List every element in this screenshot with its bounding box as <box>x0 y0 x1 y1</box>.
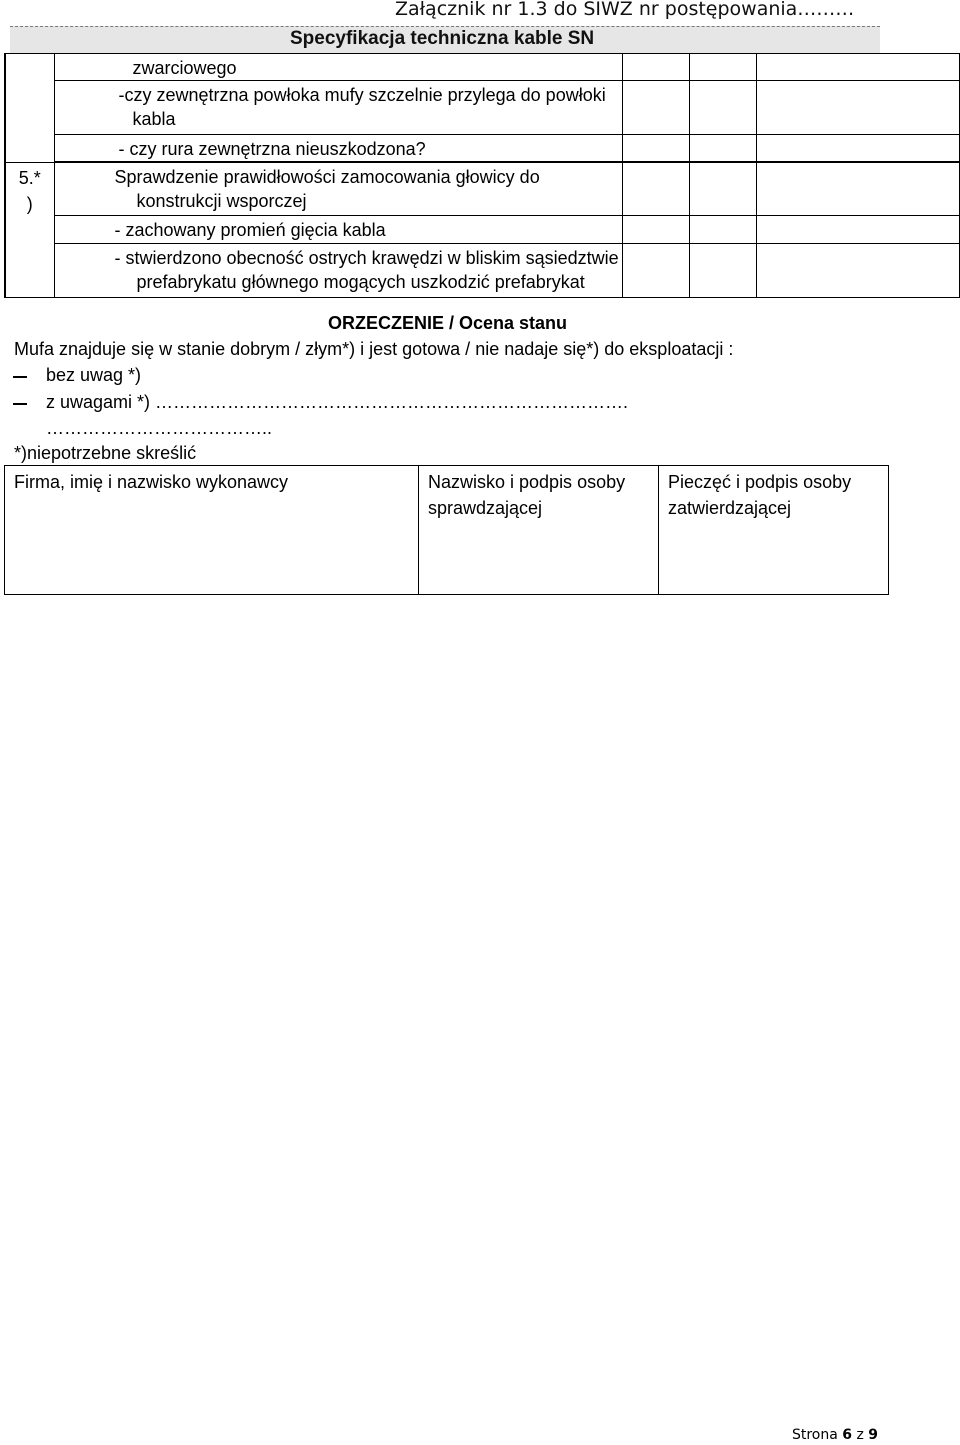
check-cell <box>54 244 622 298</box>
check-cell <box>54 54 622 81</box>
check-cell <box>54 216 622 244</box>
answer-cell[interactable] <box>622 244 689 298</box>
remarks-cell[interactable] <box>756 135 959 162</box>
page-sep: z <box>856 1427 864 1443</box>
spec-title-band <box>10 26 880 54</box>
check-text: zwarciowego <box>132 58 237 78</box>
check-text: - zachowany promień gięcia kabla <box>114 220 386 240</box>
check-cell <box>54 81 622 135</box>
option-no-remarks: bez uwag *) <box>46 365 142 385</box>
remarks-continuation: ……………………………….. <box>46 418 273 438</box>
answer-cell[interactable] <box>622 135 689 162</box>
check-cell <box>54 163 622 216</box>
contractor-label: Firma, imię i nazwisko wykonawcy <box>14 472 289 492</box>
check-text: prefabrykatu głównego mogących uszkodzić prefabrykat <box>136 272 585 292</box>
check-text: Sprawdzenie prawidłowości zamocowania głowicy do <box>114 167 540 187</box>
answer-cell[interactable] <box>622 54 689 81</box>
checker-signature-cell[interactable] <box>419 466 659 595</box>
item-cell-prev <box>5 54 54 163</box>
item-number-paren: ) <box>26 194 33 214</box>
dash-bullet-icon <box>13 403 27 405</box>
dash-bullet-icon <box>13 376 27 378</box>
page-total: 9 <box>868 1427 878 1443</box>
answer-cell[interactable] <box>689 81 756 135</box>
check-text: konstrukcji wsporczej <box>136 191 307 211</box>
option-with-remarks: z uwagami *) ……………………………………………………………………. <box>46 392 629 412</box>
answer-cell[interactable] <box>689 216 756 244</box>
remarks-cell[interactable] <box>756 54 959 81</box>
check-text: - stwierdzono obecność ostrych krawędzi w bliskim sąsiedztwie <box>114 248 619 268</box>
footnote: *)niepotrzebne skreślić <box>14 443 197 463</box>
answer-cell[interactable] <box>622 216 689 244</box>
approver-signature-cell[interactable] <box>659 466 889 595</box>
page-number: 6 <box>842 1427 852 1443</box>
item-number-cell <box>5 163 54 298</box>
remarks-cell[interactable] <box>756 216 959 244</box>
verdict-statement: Mufa znajduje się w stanie dobrym / złym*) i jest gotowa / nie nadaje się*) do eksploatacji : <box>14 339 734 359</box>
inspection-table <box>4 53 960 298</box>
answer-cell[interactable] <box>622 163 689 216</box>
spec-title: Specyfikacja techniczna kable SN <box>290 28 595 49</box>
approver-label: Pieczęć i podpis osoby <box>668 472 852 492</box>
contractor-signature-cell[interactable] <box>5 466 419 595</box>
signature-table <box>4 465 889 595</box>
verdict-title: ORZECZENIE / Ocena stanu <box>328 313 568 333</box>
check-text: -czy zewnętrzna powłoka mufy szczelnie przylega do powłoki <box>118 85 606 105</box>
answer-cell[interactable] <box>689 163 756 216</box>
answer-cell[interactable] <box>689 244 756 298</box>
approver-label-cont: zatwierdzającej <box>668 498 792 518</box>
answer-cell[interactable] <box>689 54 756 81</box>
check-cell <box>54 135 622 162</box>
attachment-header: Załącznik nr 1.3 do SIWZ nr postępowania……… <box>395 0 855 20</box>
checker-label: Nazwisko i podpis osoby <box>428 472 626 492</box>
page-prefix: Strona <box>791 1427 838 1443</box>
answer-cell[interactable] <box>689 135 756 162</box>
remarks-cell[interactable] <box>756 81 959 135</box>
remarks-cell[interactable] <box>756 163 959 216</box>
checker-label-cont: sprawdzającej <box>428 498 543 518</box>
item-number: 5.* <box>18 168 41 188</box>
page-footer <box>792 1427 878 1443</box>
check-text: kabla <box>132 109 176 129</box>
check-text: - czy rura zewnętrzna nieuszkodzona? <box>118 139 426 159</box>
remarks-cell[interactable] <box>756 244 959 298</box>
answer-cell[interactable] <box>622 81 689 135</box>
